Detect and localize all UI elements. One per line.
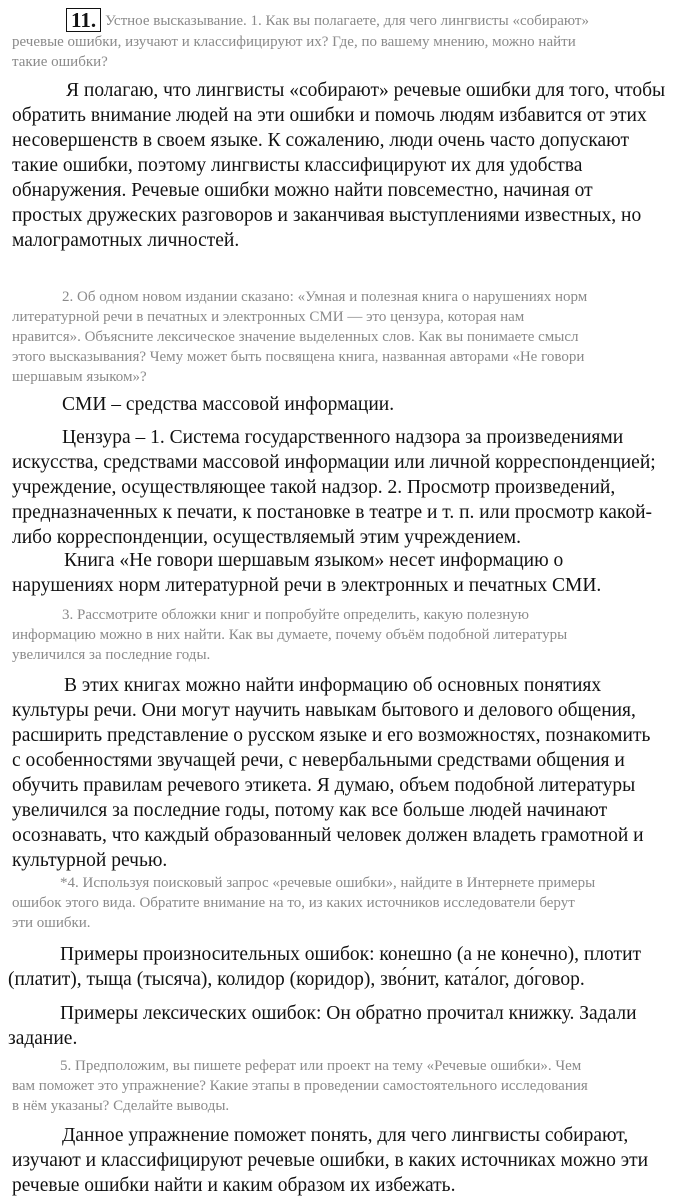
question-1 <box>12 8 696 72</box>
answer-line: искусства, средствами массовой информации или личной корреспонденцией; <box>12 452 656 473</box>
answer-line: с особенностями звучащей речи, с невербальными средствами общения и <box>12 750 625 771</box>
answer-line: изучают и классифицируют речевые ошибки, в каких источниках можно эти <box>12 1150 649 1171</box>
question-1-line: речевые ошибки, изучают и классифицируют их? Где, по вашему мнению, можно найти <box>12 34 576 50</box>
answer-3 <box>12 673 696 873</box>
question-2-line: литературной речи в печатных и электронных СМИ — это цензура, которая нам <box>12 309 525 325</box>
question-2 <box>12 287 696 387</box>
answer-line: простых дружеских разговоров и заканчивая выступлениями известных, но <box>12 205 642 226</box>
question-2-line: нравится». Объясните лексическое значение выделенных слов. Как вы понимаете смысл <box>12 329 579 345</box>
answer-line: обучить правилам речевого этикета. Я думаю, объем подобной литературы <box>12 775 636 796</box>
answer-line: В этих книгах можно найти информацию об основных понятиях <box>64 675 602 696</box>
answer-line: Книга «Не говори шершавым языком» несет информацию о <box>64 550 564 571</box>
answer-line: задание. <box>8 1028 78 1049</box>
answer-line: Примеры лексических ошибок: Он обратно прочитал книжку. Задали <box>60 1003 637 1024</box>
answer-line: несовершенств в своем языке. К сожалению, люди очень часто допускают <box>12 130 629 151</box>
answer-line: предназначенных к печати, к постановке в театре и т. п. или просмотр какой- <box>12 502 653 523</box>
answer-5 <box>12 1123 696 1198</box>
question-5-line: 5. Предположим, вы пишете реферат или проект на тему «Речевые ошибки». Чем <box>60 1058 582 1074</box>
answer-line: такие ошибки, поэтому лингвисты классифицируют их для удобства <box>12 155 583 176</box>
answer-line: (платит), тыща (тысяча), колидор (коридор), зво́нит, ката́лог, до́говор. <box>8 969 585 990</box>
answer-line: нарушениях норм литературной речи в электронных и печатных СМИ. <box>12 575 602 596</box>
answer-4-pronunciation <box>8 942 696 992</box>
exercise-number: 11. <box>66 8 101 32</box>
question-2-line: этого высказывания? Чему может быть посвящена книга, названная авторами «Не говори <box>12 349 585 365</box>
answer-line: расширить представление о русском языке и его возможностях, познакомить <box>12 725 651 746</box>
answer-2-smi: СМИ – средства массовой информации. <box>62 394 395 415</box>
question-4-line: ошибок этого вида. Обратите внимание на то, из каких источников исследователи берут <box>12 895 575 911</box>
question-4-line: эти ошибки. <box>12 915 91 931</box>
answer-2-censor <box>12 425 696 550</box>
answer-line: малограмотных личностей. <box>12 230 240 251</box>
question-2-line: 2. Об одном новом издании сказано: «Умная и полезная книга о нарушениях норм <box>62 289 588 305</box>
answer-line: обратить внимание людей на эти ошибки и помочь людям избавится от этих <box>12 105 647 126</box>
question-3 <box>12 605 696 665</box>
answer-line: культуры речи. Они могут научить навыкам бытового и делового общения, <box>12 700 636 721</box>
answer-line: увеличился за последние годы, потому как все больше людей начинают <box>12 800 608 821</box>
answer-line: учреждение, осуществляющее такой надзор. 2. Просмотр произведений, <box>12 477 616 498</box>
answer-line: Я полагаю, что лингвисты «собирают» речевые ошибки для того, чтобы <box>66 80 666 101</box>
answer-4-lexical <box>8 1001 696 1051</box>
answer-1 <box>12 78 696 253</box>
question-1-line: Устное высказывание. 1. Как вы полагаете, для чего лингвисты «собирают» <box>105 13 589 29</box>
question-4-line: *4. Используя поисковый запрос «речевые ошибки», найдите в Интернете примеры <box>60 875 596 891</box>
answer-line: Данное упражнение поможет понять, для чего лингвисты собирают, <box>62 1125 629 1146</box>
answer-line: либо корреспонденции, осуществляемый этим учреждением. <box>12 527 521 548</box>
answer-line: культурной речью. <box>12 850 168 871</box>
question-3-line: информацию можно в них найти. Как вы думаете, почему объём подобной литературы <box>12 627 568 643</box>
question-2-line: шершавым языком»? <box>12 369 147 385</box>
question-3-line: увеличился за последние годы. <box>12 647 211 663</box>
question-5-line: в нём указаны? Сделайте выводы. <box>12 1098 230 1114</box>
answer-line: обнаружения. Речевые ошибки можно найти повсеместно, начиная от <box>12 180 593 201</box>
answer-line: речевые ошибки найти и каким образом их избежать. <box>12 1175 456 1196</box>
answer-line: осознавать, что каждый образованный человек должен владеть грамотной и <box>12 825 644 846</box>
answer-2-book <box>12 548 696 598</box>
question-1-line: такие ошибки? <box>12 54 108 70</box>
answer-line: Цензура – 1. Система государственного надзора за произведениями <box>62 427 624 448</box>
question-4 <box>12 873 696 933</box>
question-5-line: вам поможет это упражнение? Какие этапы в проведении самостоятельного исследования <box>12 1078 588 1094</box>
question-5 <box>12 1056 696 1116</box>
question-3-line: 3. Рассмотрите обложки книг и попробуйте определить, какую полезную <box>62 607 530 623</box>
answer-line: Примеры произносительных ошибок: конешно (а не конечно), плотит <box>60 944 642 965</box>
